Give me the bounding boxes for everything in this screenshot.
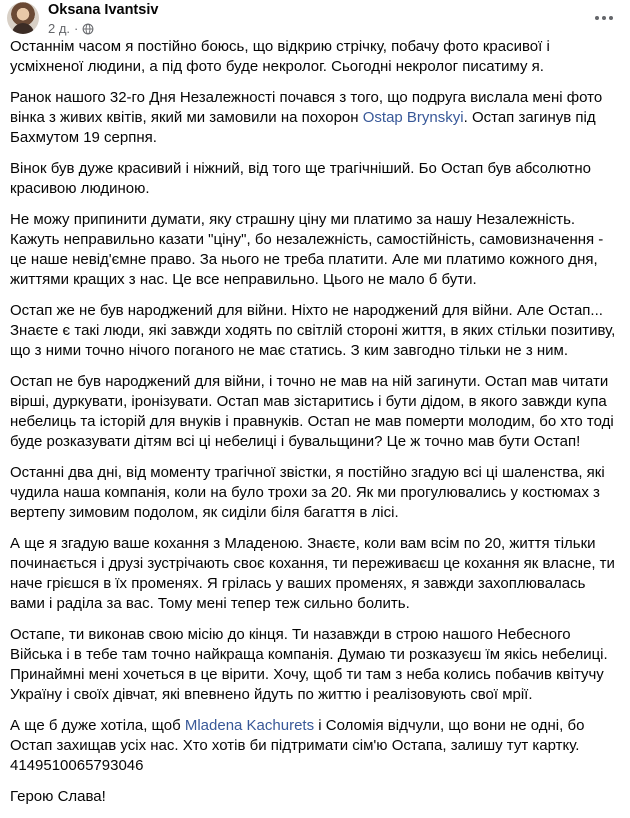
more-options-icon[interactable]: [592, 8, 616, 28]
paragraph-text: Герою Слава!: [10, 788, 106, 805]
paragraph-text: Остапе, ти виконав свою місію до кінця. Ти назавжди в строю нашого Небесного Війська і в тебе там точно найкраща компанія. Думаю ти розказуєш їм якісь небелиці. Принаймні мені хочеться в це вірити. Хочу, щоб ти там з неба колись побачив квітучу Україну і своїх дівчат, які впевнено йдуть по життю і реалізовують свої мрії.: [10, 626, 608, 703]
paragraph-text: Ранок нашого 32-го Дня Незалежності почався з того, що подруга вислала мені фото вінка з живих квітів, який ми замовили на похорон: [10, 89, 603, 126]
post-paragraph: [10, 463, 620, 523]
post-body: [10, 37, 620, 818]
post-paragraph: [10, 301, 620, 361]
post-paragraph: [10, 534, 620, 614]
meta-separator: ·: [74, 21, 79, 36]
paragraph-text: Остап не був народжений для війни, і точно не мав на ній загинути. Остап мав читати вірші, дуркувати, іронізувати. Остап мав зістаритись і бути дідом, в якого завжди купа небелиць та історій для внуків і правнуків. Остап не мав померти молодим, бо хто тоді буде розказувати дітям всі ці небелиці і бувальщини? Це ж точно мав бути Остап!: [10, 373, 614, 450]
post-paragraph: [10, 159, 620, 199]
post-meta: [48, 21, 94, 37]
paragraph-text: Останні два дні, від моменту трагічної звістки, я постійно згадую всі ці шаленства, які чудила наша компанія, коли на було трохи за 20. Як ми прогулювались у костюмах з вертепу зимовим подолом, як сиділи біля багаття в лісі.: [10, 464, 605, 521]
post-timestamp[interactable]: 2 д.: [48, 21, 71, 36]
post-paragraph: [10, 88, 620, 148]
post-paragraph: [10, 210, 620, 290]
paragraph-text: А ще б дуже хотіла, щоб: [10, 717, 185, 734]
paragraph-text: Остап же не був народжений для війни. Ніхто не народжений для війни. Але Остап... Знаєте є такі люди, які завжди ходять по світлій стороні життя, в яких стільки позитиву, що з ними точно нічого поганого не має статись. З ким завгодно тільки не з ним.: [10, 302, 616, 359]
author-name[interactable]: Oksana Ivantsiv: [48, 2, 159, 18]
globe-icon: [82, 23, 94, 35]
post-paragraph: [10, 372, 620, 452]
paragraph-text: 4149510065793046: [10, 757, 144, 774]
mention-link[interactable]: Mladena Kachurets: [184, 717, 315, 734]
author-avatar[interactable]: [7, 2, 39, 34]
post-paragraph: [10, 625, 620, 705]
mention-link[interactable]: Ostap Brynskyi: [362, 109, 464, 126]
paragraph-text: Останнім часом я постійно боюсь, що відкрию стрічку, побачу фото красивої і усміхненої людини, а під фото буде некролог. Сьогодні некролог писатиму я.: [10, 38, 550, 75]
paragraph-text: Не можу припинити думати, яку страшну ціну ми платимо за нашу Незалежність. Кажуть неправильно казати "ціну", бо незалежність, самостійність, самовизначення - це наше невід'ємне право. За нього не треба платити. Але ми платимо кожного дня, життями кращих з нас. Це все неправильно. Цього не мало б бути.: [10, 211, 604, 288]
post-paragraph: [10, 716, 620, 776]
paragraph-text: . Остап загинув під Бахмутом 19 серпня.: [10, 109, 596, 146]
paragraph-text: А ще я згадую ваше кохання з Младеною. Знаєте, коли вам всім по 20, життя тільки починається і друзі зустрічають своє кохання, ти переживаєш це кохання як власне, ти наче грієшся в їх променях. Я грілась у ваших променях, я завжди захоплювалась вами і раділа за вас. Тому мені тепер теж сильно болить.: [10, 535, 615, 612]
post-paragraph: [10, 37, 620, 77]
paragraph-text: і Соломія відчули, що вони не одні, бо Остап захищав усіх нас. Хто хотів би підтримати сім'ю Остапа, залишу тут картку.: [10, 717, 585, 754]
avatar-figure: [12, 23, 34, 34]
post-paragraph: [10, 787, 620, 807]
paragraph-text: Вінок був дуже красивий і ніжний, від того ще трагічніший. Бо Остап був абсолютно красивою людиною.: [10, 160, 591, 197]
